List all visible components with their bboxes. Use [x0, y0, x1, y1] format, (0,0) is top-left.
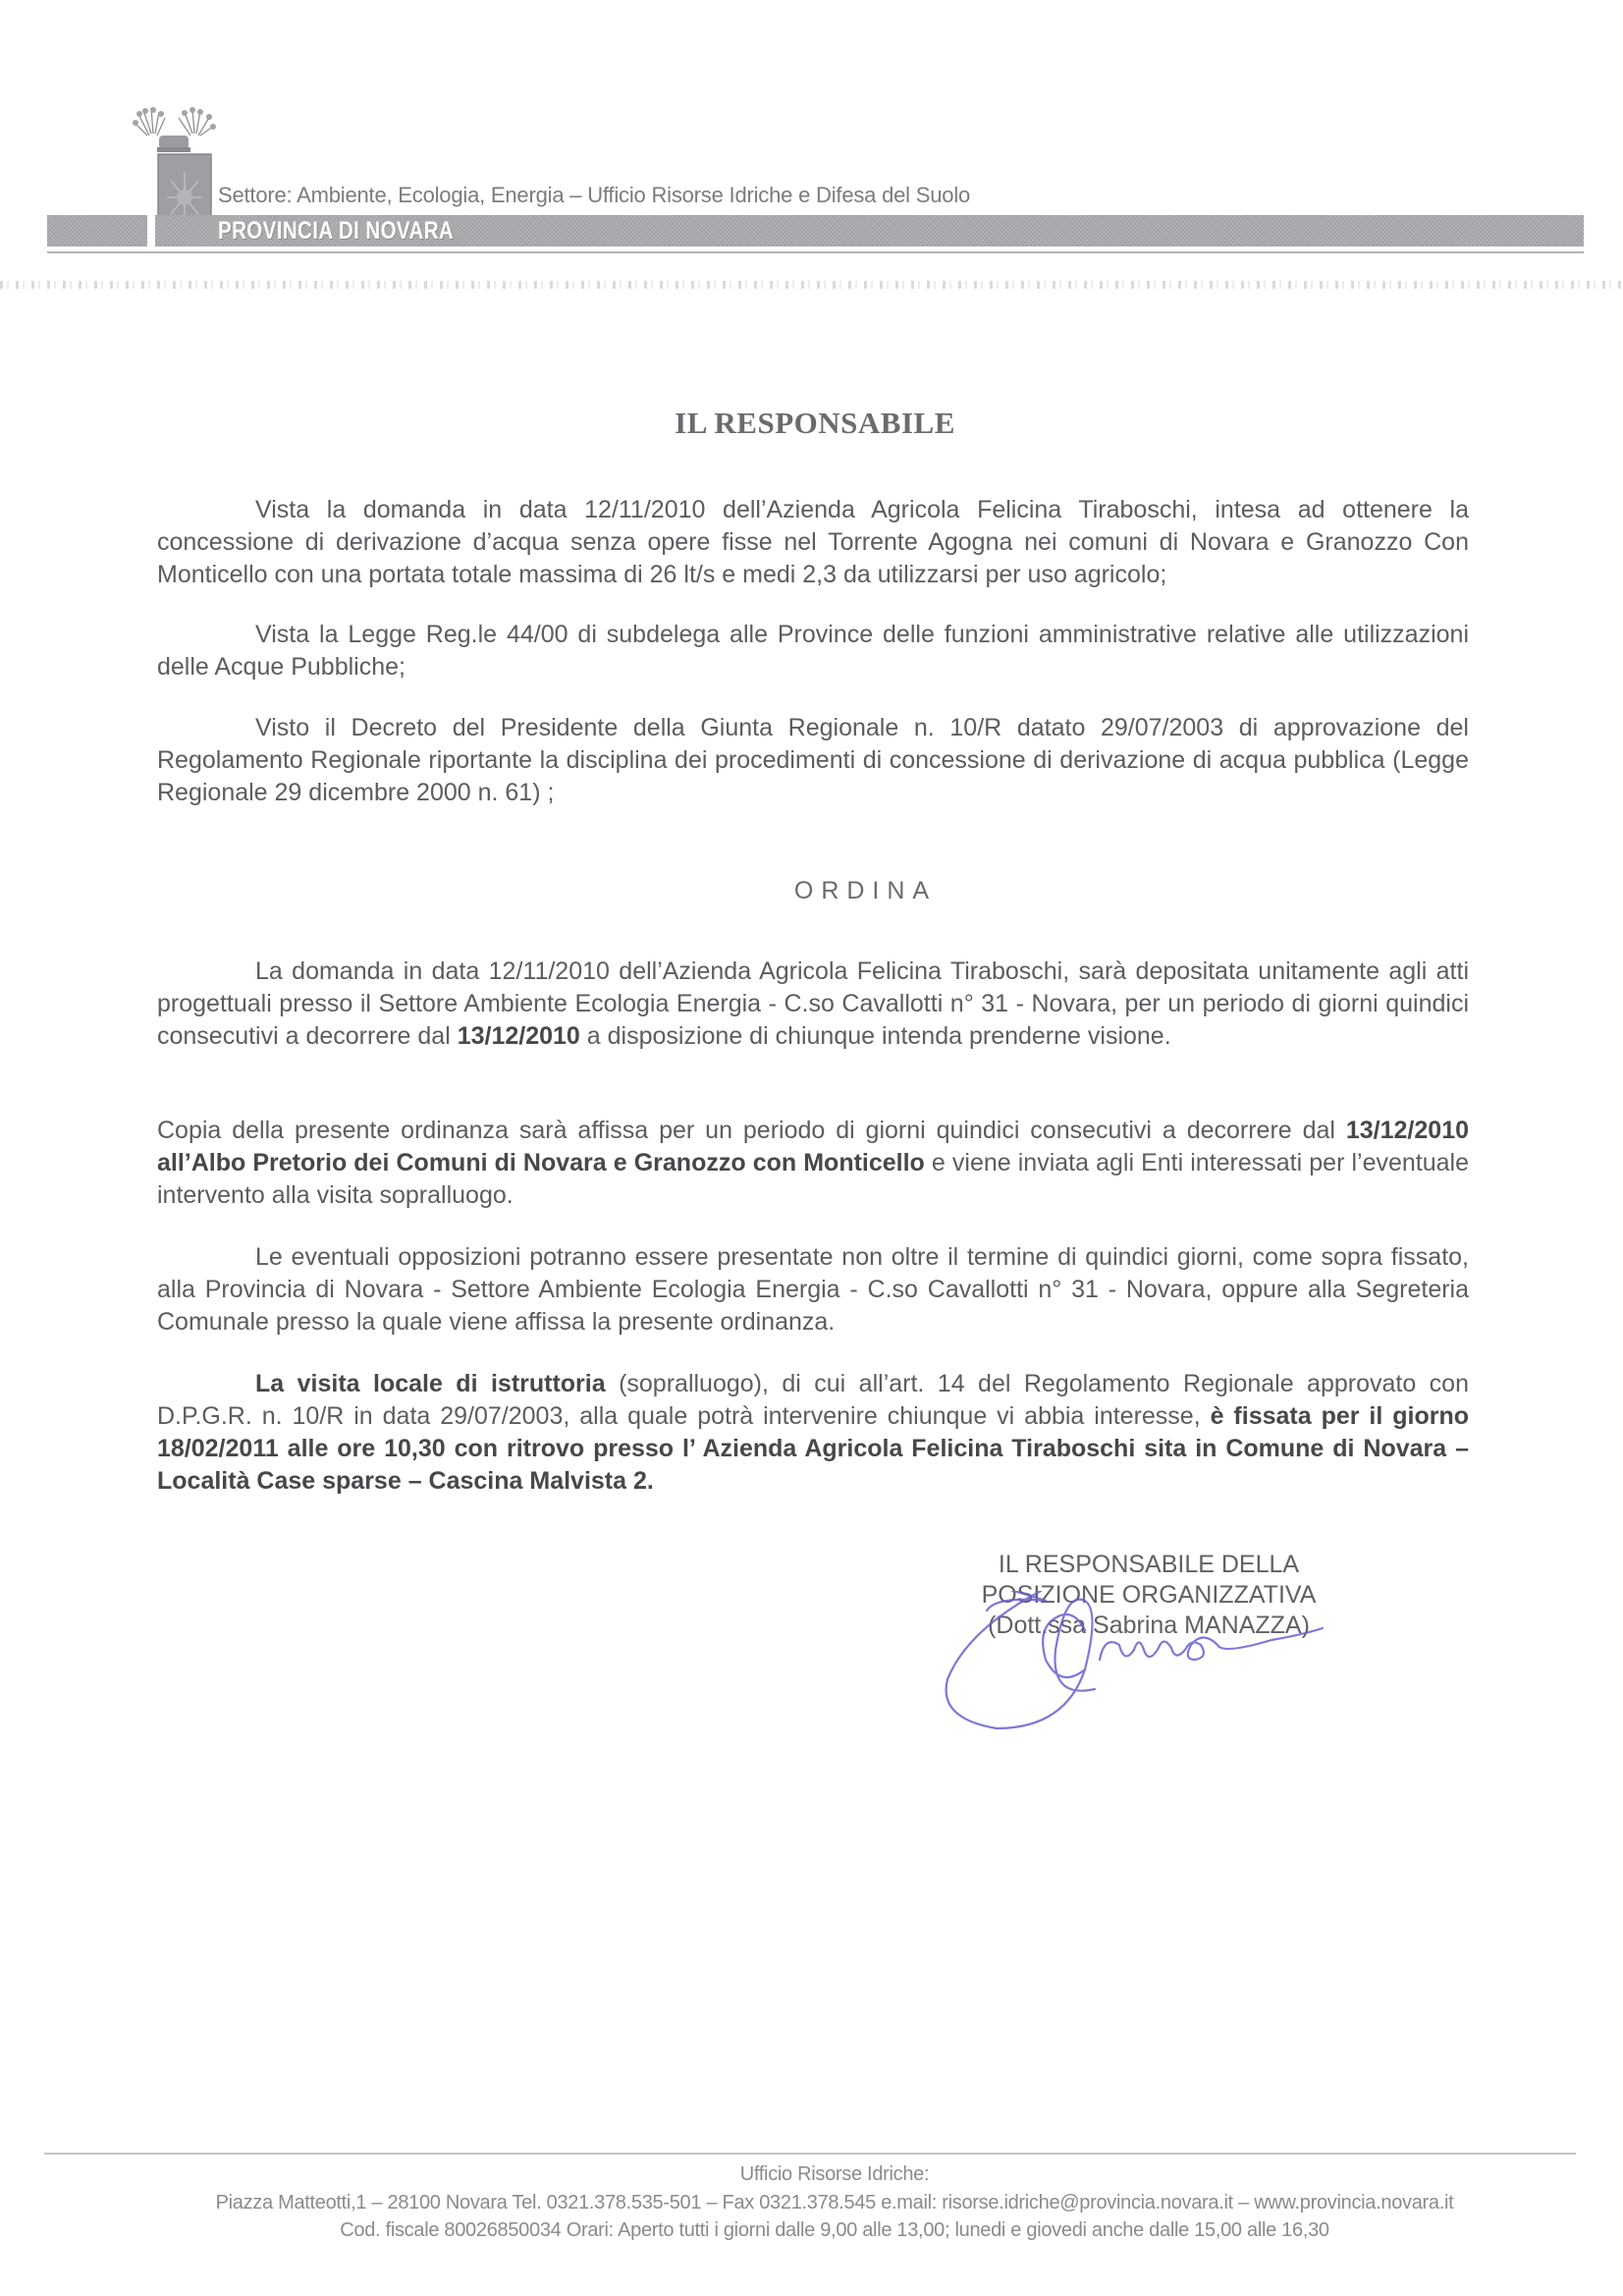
order-paragraph-2 — [157, 1115, 1469, 1212]
header-sector-text: Settore: Ambiente, Ecologia, Energia – Ufficio Risorse Idriche e Difesa del Suolo — [218, 183, 971, 207]
preamble-paragraph-1: Vista la domanda in data 12/11/2010 dell’Azienda Agricola Felicina Tiraboschi, intesa ad ottenere la concessione di derivazione d’acqua senza opere fisse nel Torrente Agogna nei comuni di Novara e Granozzo Con Monticello con una portata totale massima di 26 lt/s e medi 2,3 da utilizzarsi per uso agricolo; — [157, 496, 1469, 588]
footer-divider — [44, 2153, 1576, 2155]
scan-noise-strip — [0, 281, 1623, 289]
header-province-name: PROVINCIA DI NOVARA — [218, 217, 455, 245]
order-heading: ORDINA — [793, 877, 938, 904]
document-title: IL RESPONSABILE — [675, 406, 955, 440]
order-paragraph-3: Le eventuali opposizioni potranno essere presentate non oltre il termine di quindici giorni, come sopra fissato, alla Provincia di Novara - Settore Ambiente Ecologia Energia - C.so Cavallotti n° 31 - Novara, oppure alla Segreteria Comunale presso la quale viene affissa la presente ordinanza. — [157, 1243, 1469, 1336]
order-4-bold-lead: La visita locale di istruttoria — [255, 1370, 606, 1397]
order-2-text-c: e viene inviata agli Enti interessati per l’eventuale intervento alla visita sopralluogo. — [157, 1149, 1470, 1209]
order-4-bold-appointment: è fissata per il giorno 18/02/2011 alle ore 10,30 con ritrovo presso l’ Azienda Agricola Felicina Tiraboschi sita in Comune di Novara – Località Case sparse – Cascina Malvista 2. — [157, 1402, 1470, 1495]
order-1-text-c: a disposizione di chiunque intenda prenderne visione. — [579, 1022, 1171, 1050]
order-1-text-a: La domanda in data 12/11/2010 dell’Azienda Agricola Felicina Tiraboschi, sarà depositata unitamente agli atti progettuali presso il Settore Ambiente Ecologia Energia - C.so Cavallotti n° 31 - Novara, per un periodo di giorni quindici consecutivi a decorrere dal — [157, 957, 1469, 1050]
order-2-bold-text: 13/12/2010 all’Albo Pretorio dei Comuni di Novara e Granozzo con Monticello — [157, 1117, 1469, 1176]
footer-office: Ufficio Risorse Idriche: — [739, 2163, 930, 2185]
order-4-text-b: (sopralluogo), di cui all’art. 14 del Regolamento Regionale approvato con D.P.G.R. n. 10/R in data 29/07/2003, alla quale potrà intervenire chiunque vi abbia interesse, — [157, 1370, 1469, 1430]
signatory-name: (Dott.ssa Sabrina MANAZZA) — [988, 1612, 1310, 1639]
preamble-paragraph-2: Vista la Legge Reg.le 44/00 di subdelega alle Province delle funzioni amministrative relative alle utilizzazioni delle Acque Pubbliche; — [157, 621, 1469, 681]
order-paragraph-4 — [157, 1368, 1469, 1498]
header-band-gap — [147, 215, 155, 246]
order-1-date: 13/12/2010 — [457, 1022, 580, 1050]
handwritten-signature-icon — [938, 1591, 1350, 1748]
signatory-title-line-2: POSIZIONE ORGANIZZATIVA — [981, 1581, 1317, 1609]
signatory-title-line-1: IL RESPONSABILE DELLA — [998, 1551, 1300, 1578]
header-divider — [47, 251, 1584, 253]
order-paragraph-1 — [157, 956, 1469, 1053]
footer-hours: Cod. fiscale 80026850034 Orari: Aperto tutti i giorni dalle 9,00 alle 13,00; lunedi e giovedi anche dalle 15,00 alle 16,30 — [340, 2219, 1329, 2241]
coat-of-arms-crown-icon — [130, 106, 218, 153]
order-2-text-a: Copia della presente ordinanza sarà affissa per un periodo di giorni quindici consecutivi a decorrere dal — [157, 1117, 1346, 1144]
footer-address: Piazza Matteotti,1 – 28100 Novara Tel. 0321.378.535-501 – Fax 0321.378.545 e.mail: risorse.idriche@provincia.novara.it – www.provincia.novara.it — [215, 2192, 1454, 2214]
preamble-paragraph-3: Visto il Decreto del Presidente della Giunta Regionale n. 10/R datato 29/07/2003 di approvazione del Regolamento Regionale riportante la disciplina dei procedimenti di concessione di derivazione di acqua pubblica (Legge Regionale 29 dicembre 2000 n. 61) ; — [157, 714, 1469, 806]
